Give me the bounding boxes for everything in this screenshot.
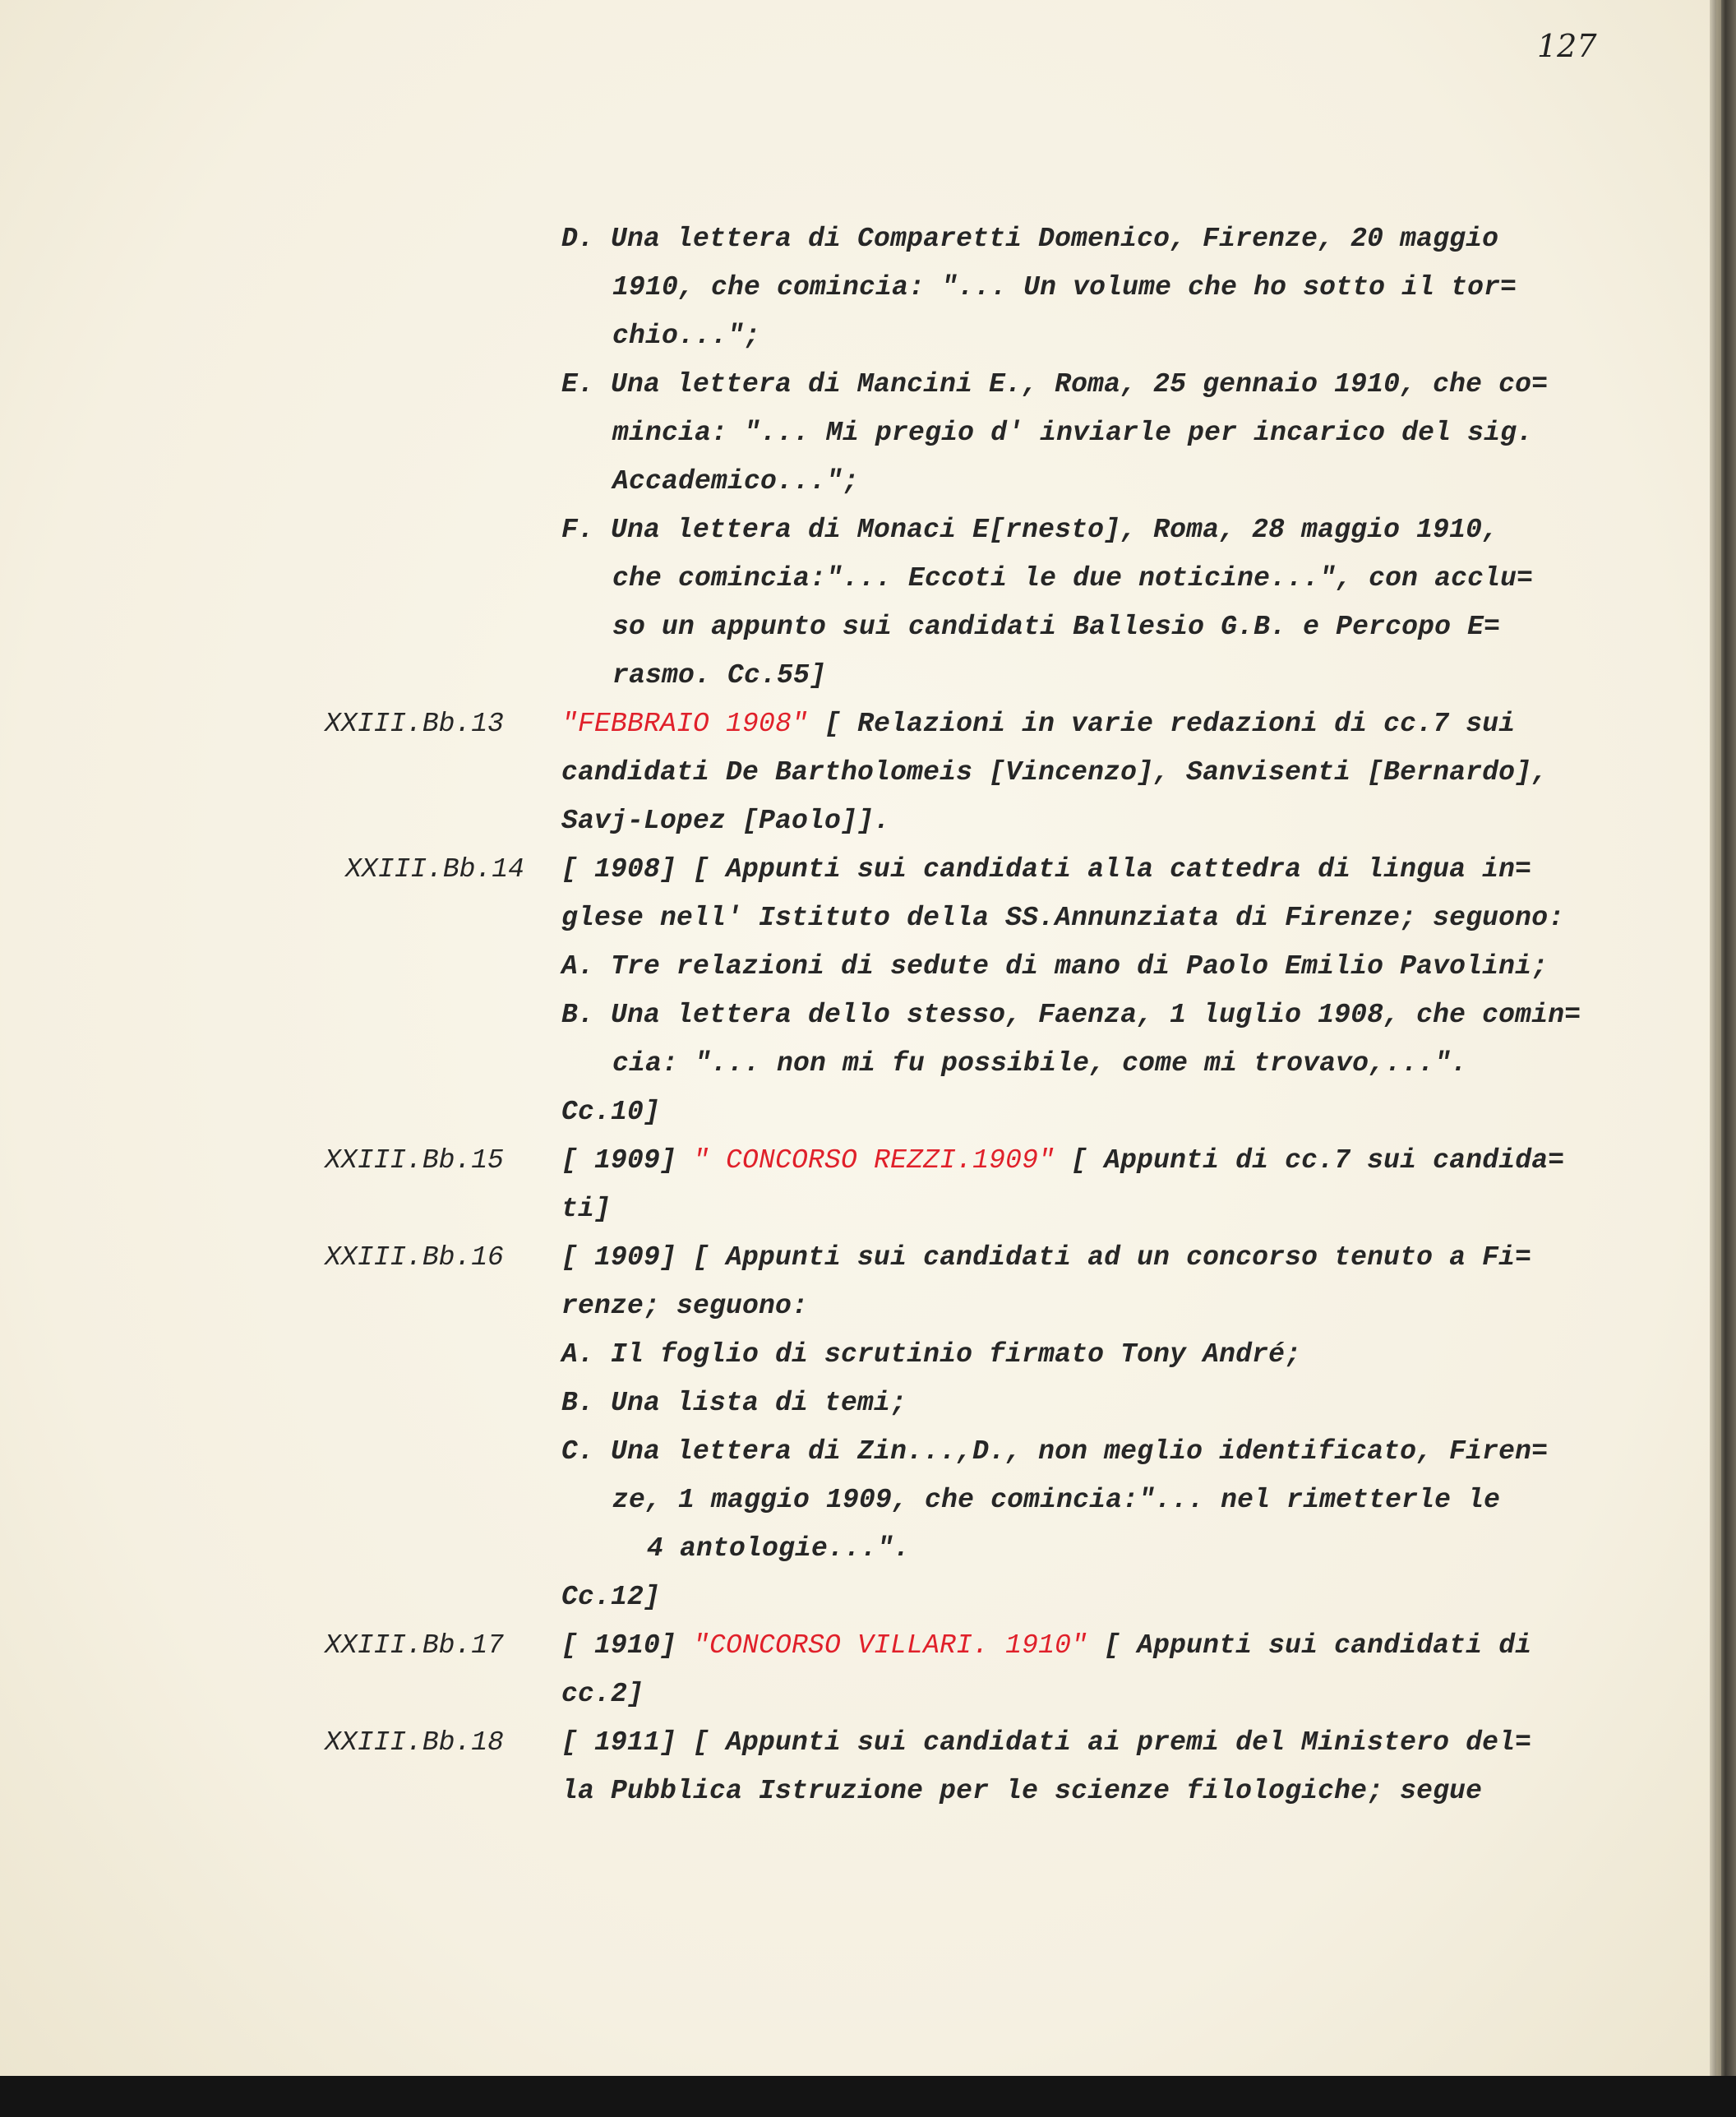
record-bb13-line-1-rest: [ Relazioni in varie redazioni di cc.7 sui <box>808 709 1516 739</box>
entry-f-line-1: F. Una lettera di Monaci E[rnesto], Roma, 28 maggio 1910, <box>561 515 1499 545</box>
entry-d-line-3: chio..."; <box>612 321 761 351</box>
record-code-bb18: XXIII.Bb.18 <box>325 1727 504 1758</box>
record-bb18-line-1: [ 1911] [ Appunti sui candidati ai premi del Ministero del= <box>561 1727 1532 1758</box>
record-bb13-line-1 <box>561 709 1515 739</box>
entry-d-line-2: 1910, che comincia: "... Un volume che ho sotto il tor= <box>612 272 1517 303</box>
entry-e-line-2: mincia: "... Mi pregio d' inviarle per incarico del sig. <box>612 418 1534 448</box>
entry-f-line-2: che comincia:"... Eccoti le due noticine...", con acclu= <box>612 563 1534 594</box>
record-code-bb15: XXIII.Bb.15 <box>325 1145 504 1176</box>
record-bb16-line-6: ze, 1 maggio 1909, che comincia:"... nel rimetterle le <box>612 1485 1501 1515</box>
record-bb16-line-8: Cc.12] <box>561 1582 661 1612</box>
record-bb14-line-6: Cc.10] <box>561 1097 661 1127</box>
entry-f-line-4: rasmo. Cc.55] <box>612 660 827 691</box>
page-number: 127 <box>1537 28 1597 64</box>
book-page-edge <box>1710 0 1736 2076</box>
record-bb15-line-1-rest: [ Appunti di cc.7 sui candida= <box>1055 1145 1565 1176</box>
record-code-bb14: XXIII.Bb.14 <box>345 854 524 885</box>
record-bb16-line-2: renze; seguono: <box>561 1291 809 1321</box>
scan-bottom-band <box>0 2076 1736 2117</box>
entry-e-line-3: Accademico..."; <box>612 466 860 497</box>
record-bb14-line-2: glese nell' Istituto della SS.Annunziata di Firenze; seguono: <box>561 903 1565 933</box>
record-bb14-line-3: A. Tre relazioni di sedute di mano di Paolo Emilio Pavolini; <box>561 951 1549 982</box>
record-code-bb16: XXIII.Bb.16 <box>325 1242 504 1273</box>
record-bb17-line-1-prefix: [ 1910] <box>561 1630 694 1661</box>
record-bb15-line-2: ti] <box>561 1194 612 1224</box>
record-bb13-title: "FEBBRAIO 1908" <box>561 709 809 739</box>
record-bb17-line-1-rest: [ Appunti sui candidati di <box>1087 1630 1532 1661</box>
record-bb15-line-1 <box>561 1145 1564 1176</box>
record-bb17-line-2: cc.2] <box>561 1679 644 1709</box>
record-bb13-line-2: candidati De Bartholomeis [Vincenzo], Sanvisenti [Bernardo], <box>561 757 1549 788</box>
record-code-bb13: XXIII.Bb.13 <box>325 709 504 739</box>
entry-f-line-3: so un appunto sui candidati Ballesio G.B. e Percopo E= <box>612 612 1501 642</box>
record-bb13-line-3: Savj-Lopez [Paolo]]. <box>561 806 891 836</box>
record-bb17-line-1 <box>561 1630 1531 1661</box>
record-bb16-line-7: 4 antologie...". <box>647 1533 911 1564</box>
entry-d-line-1: D. Una lettera di Comparetti Domenico, Firenze, 20 maggio <box>561 224 1499 254</box>
record-code-bb17: XXIII.Bb.17 <box>325 1630 504 1661</box>
entry-e-line-1: E. Una lettera di Mancini E., Roma, 25 gennaio 1910, che co= <box>561 369 1549 400</box>
record-bb15-line-1-prefix: [ 1909] <box>561 1145 694 1176</box>
record-bb17-title: "CONCORSO VILLARI. 1910" <box>693 1630 1088 1661</box>
record-bb14-line-5: cia: "... non mi fu possibile, come mi trovavo,...". <box>612 1048 1468 1079</box>
record-bb16-line-1: [ 1909] [ Appunti sui candidati ad un concorso tenuto a Fi= <box>561 1242 1532 1273</box>
record-bb16-line-4: B. Una lista di temi; <box>561 1388 907 1418</box>
record-bb14-line-4: B. Una lettera dello stesso, Faenza, 1 luglio 1908, che comin= <box>561 1000 1581 1030</box>
record-bb15-title: " CONCORSO REZZI.1909" <box>693 1145 1055 1176</box>
book-page-edge-strip <box>1716 0 1721 2076</box>
record-bb16-line-3: A. Il foglio di scrutinio firmato Tony André; <box>561 1339 1302 1370</box>
record-bb16-line-5: C. Una lettera di Zin...,D., non meglio identificato, Firen= <box>561 1436 1549 1467</box>
record-bb14-line-1: [ 1908] [ Appunti sui candidati alla cattedra di lingua in= <box>561 854 1532 885</box>
record-bb18-line-2: la Pubblica Istruzione per le scienze filologiche; segue <box>561 1776 1483 1806</box>
